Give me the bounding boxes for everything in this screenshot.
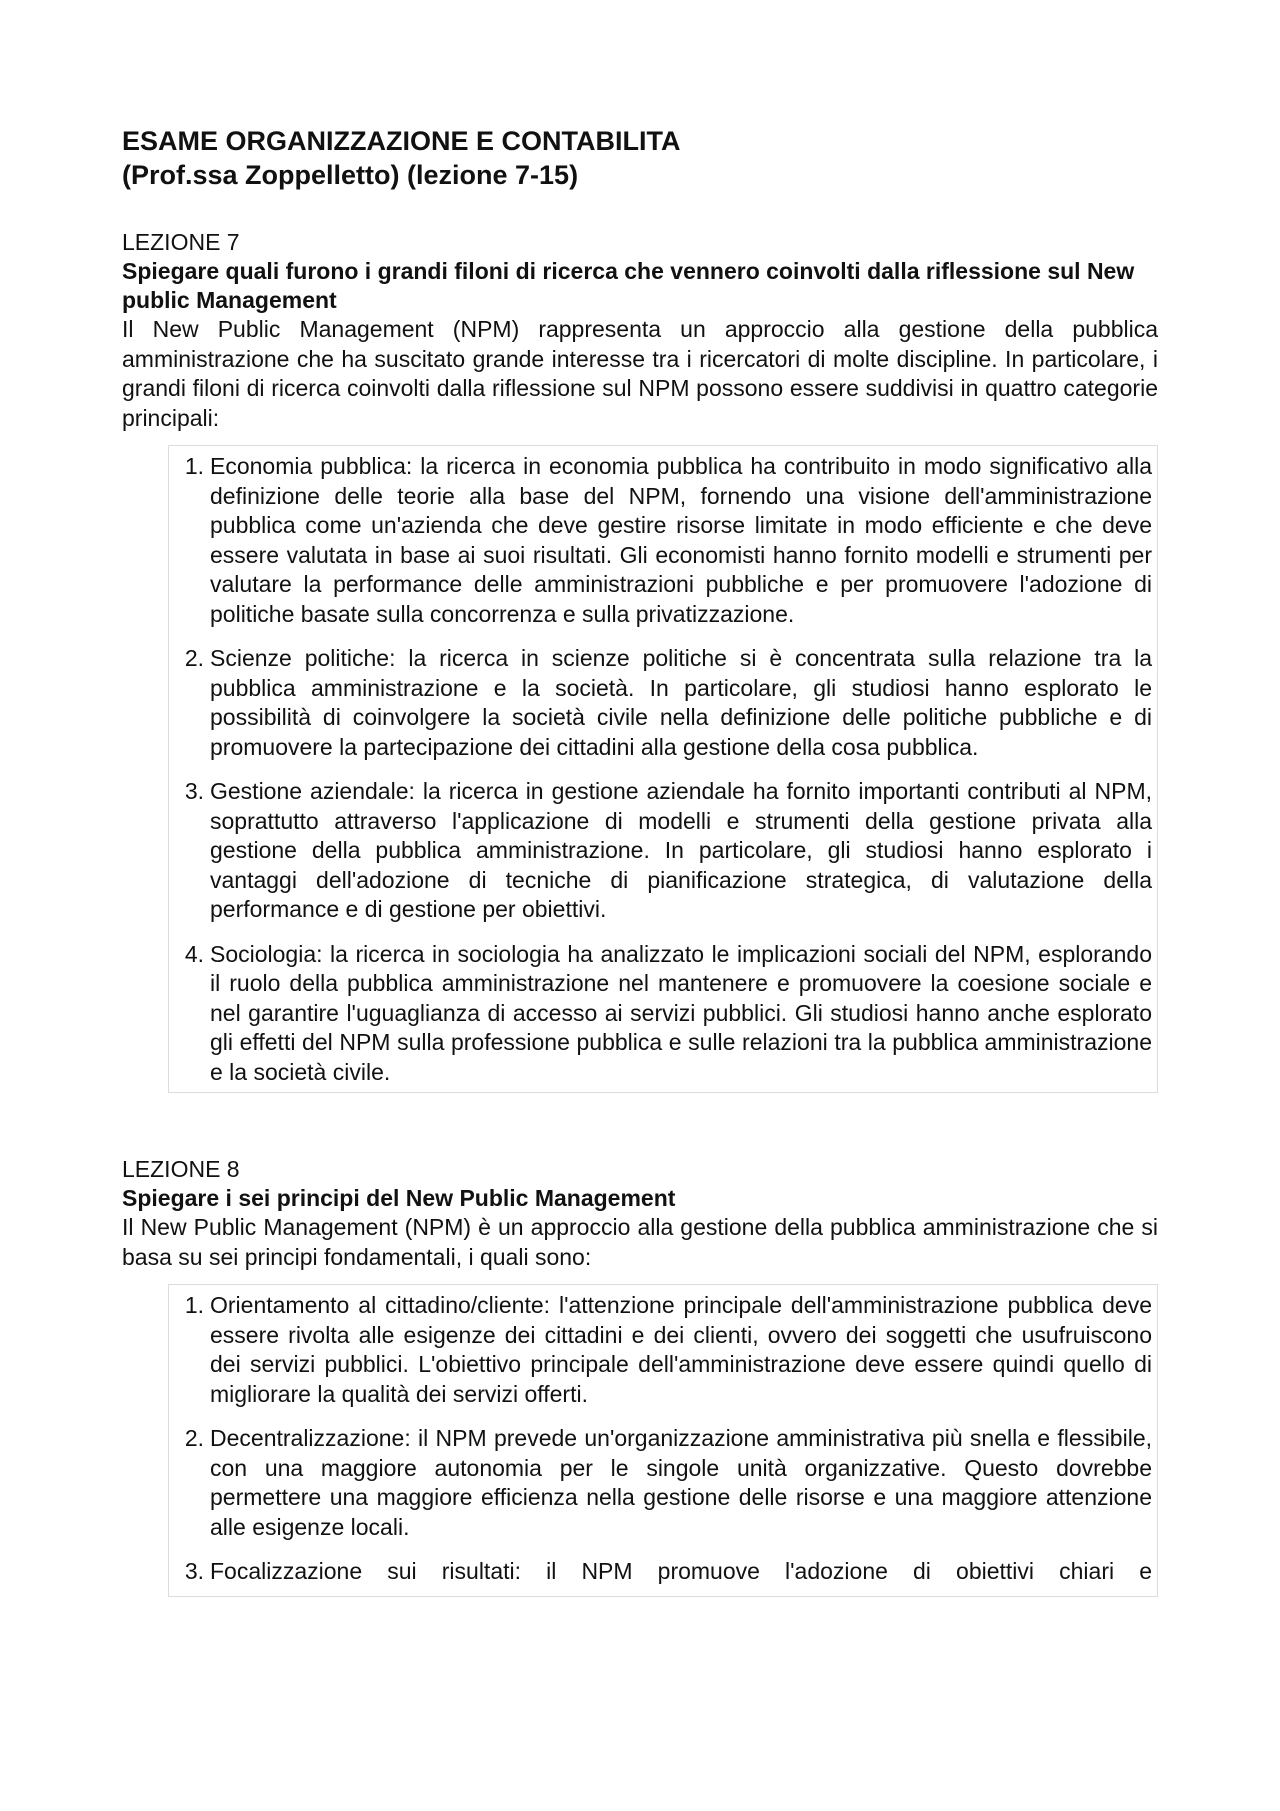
list-item [169, 1291, 1152, 1409]
list-item [169, 777, 1152, 925]
numbered-list [168, 445, 1158, 1093]
intro-paragraph: Il New Public Management (NPM) rappresenta un approccio alla gestione della pubblica amministrazione che ha suscitato grande interesse tra i ricercatori di molte discipline. In particolare, i grandi filoni di ricerca coinvolti dalla riflessione sul NPM possono essere suddivisi in quattro categorie principali: [122, 316, 1158, 431]
list-item-text: Decentralizzazione: il NPM prevede un'organizzazione amministrativa più snella e flessibile, con una maggiore autonomia per le singole unità organizzative. Questo dovrebbe permettere una maggiore efficienza nella gestione delle risorse e una maggiore attenzione alle esigenze locali. [210, 1425, 1152, 1540]
section-heading: LEZIONE 8 [122, 1156, 240, 1182]
list-item-text: Focalizzazione sui risultati: il NPM promuove l'adozione di obiettivi chiari e [210, 1558, 1152, 1584]
section-heading: LEZIONE 7 [122, 229, 240, 255]
question-heading: Spiegare quali furono i grandi filoni di ricerca che vennero coinvolti dalla riflessione sul New public Management [122, 258, 1135, 313]
title-line-2: (Prof.ssa Zoppelletto) (lezione 7-15) [122, 160, 579, 190]
question-heading: Spiegare i sei principi del New Public Management [122, 1185, 676, 1211]
list-number: 3. [184, 1558, 204, 1584]
list-item-text: Orientamento al cittadino/cliente: l'attenzione principale dell'amministrazione pubblica deve essere rivolta alle esigenze dei cittadini e dei clienti, ovvero dei soggetti che usufruiscono dei servizi pubblici. L'obiettivo principale dell'amministrazione deve essere quindi quello di migliorare la qualità dei servizi offerti. [210, 1292, 1152, 1407]
section-lezione-8 [122, 1155, 1158, 1597]
list-item-text: Gestione aziendale: la ricerca in gestione aziendale ha fornito importanti contributi al NPM, soprattutto attraverso l'applicazione di modelli e strumenti della gestione privata alla gestione della pubblica amministrazione. In particolare, gli studiosi hanno esplorato i vantaggi dell'adozione di tecniche di pianificazione strategica, di valutazione della performance e di gestione per obiettivi. [210, 778, 1152, 922]
list-number: 4. [184, 940, 204, 967]
list-item-text: Sociologia: la ricerca in sociologia ha analizzato le implicazioni sociali del NPM, esplorando il ruolo della pubblica amministrazione nel mantenere e promuovere la coesione sociale e nel garantire l'uguaglianza di accesso ai servizi pubblici. Gli studiosi hanno anche esplorato gli effetti del NPM sulla professione pubblica e sulle relazioni tra la pubblica amministrazione e la società civile. [210, 940, 1152, 1085]
list-item [169, 1557, 1152, 1591]
numbered-list [168, 1284, 1158, 1597]
title-line-1: ESAME ORGANIZZAZIONE E CONTABILITA [122, 126, 681, 156]
list-item [169, 1424, 1152, 1542]
list-number: 1. [184, 1292, 204, 1318]
list-item [169, 940, 1152, 1088]
list-number: 3. [184, 778, 204, 804]
document-page [122, 124, 1158, 1597]
list-item-text: Scienze politiche: la ricerca in scienze politiche si è concentrata sulla relazione tra la pubblica amministrazione e la società. In particolare, gli studiosi hanno esplorato le possibilità di coinvolgere la società civile nella definizione delle politiche pubbliche e di promuovere la partecipazione dei cittadini alla gestione della cosa pubblica. [210, 645, 1152, 760]
list-item [169, 644, 1152, 762]
list-item-text: Economia pubblica: la ricerca in economia pubblica ha contribuito in modo significativo alla definizione delle teorie alla base del NPM, fornendo una visione dell'amministrazione pubblica come un'azienda che deve gestire risorse limitate in modo efficiente e che deve essere valutata in base ai suoi risultati. Gli economisti hanno fornito modelli e strumenti per valutare la performance delle amministrazioni pubbliche e per promuovere l'adozione di politiche basate sulla concorrenza e sulla privatizzazione. [210, 453, 1152, 627]
list-number: 2. [184, 645, 204, 671]
list-item [169, 452, 1152, 629]
intro-paragraph: Il New Public Management (NPM) è un approccio alla gestione della pubblica amministrazione che si basa su sei principi fondamentali, i quali sono: [122, 1214, 1158, 1270]
list-number: 2. [184, 1425, 204, 1451]
section-lezione-7 [122, 228, 1158, 1093]
list-number: 1. [184, 453, 204, 479]
document-title [122, 124, 1158, 192]
